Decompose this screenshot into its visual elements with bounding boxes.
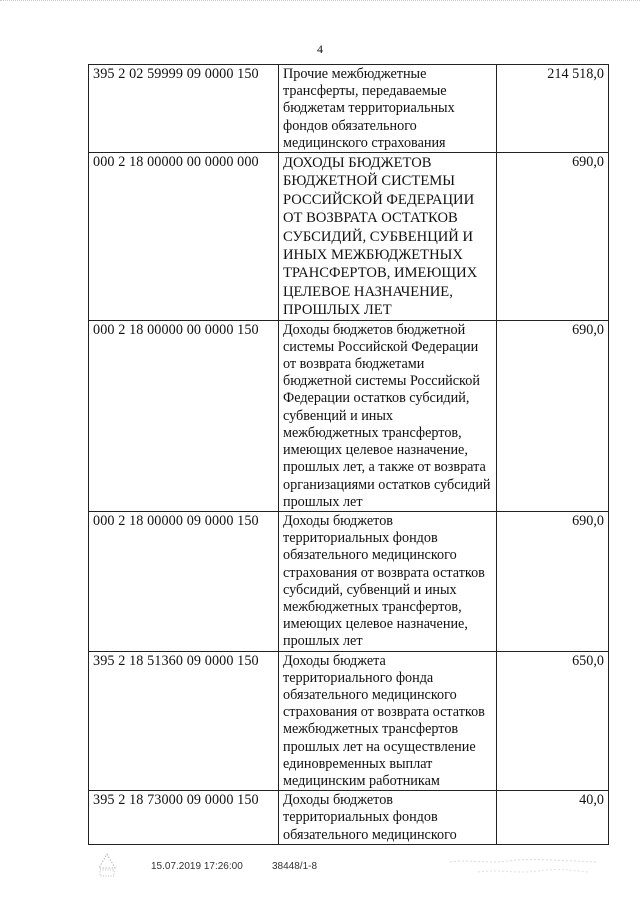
row-name: Доходы бюджетов территориальных фондов обязательного медицинского страхования от возврата остатков субсидий, субвенций и иных межбюджетных трансфертов, имеющих целевое назначение, прошлых лет xyxy=(279,511,497,651)
footer-timestamp: 15.07.2019 17:26:00 xyxy=(151,861,243,872)
row-amount: 214 518,0 xyxy=(497,65,609,153)
document-scan-icon xyxy=(96,852,118,878)
table-row xyxy=(89,511,609,651)
row-code: 395 2 18 73000 09 0000 150 xyxy=(89,791,279,845)
row-amount: 40,0 xyxy=(497,791,609,845)
row-name: ДОХОДЫ БЮДЖЕТОВ БЮДЖЕТНОЙ СИСТЕМЫ РОССИЙСКОЙ ФЕДЕРАЦИИ ОТ ВОЗВРАТА ОСТАТКОВ СУБСИДИЙ, СУБВЕНЦИЙ И ИНЫХ МЕЖБЮДЖЕТНЫХ ТРАНСФЕРТОВ, ИМЕЮЩИХ ЦЕЛЕВОЕ НАЗНАЧЕНИЕ, ПРОШЛЫХ ЛЕТ xyxy=(279,153,497,321)
row-amount: 650,0 xyxy=(497,651,609,791)
table-row xyxy=(89,651,609,791)
table-row xyxy=(89,65,609,153)
row-amount: 690,0 xyxy=(497,320,609,511)
row-name: Доходы бюджетов бюджетной системы Российской Федерации от возврата бюджетами бюджетной системы Российской Федерации остатков субсидий, субвенций и иных межбюджетных трансфертов, имеющих целевое назначение, прошлых лет, а также от возврата организациями остатков субсидий прошлых лет xyxy=(279,320,497,511)
row-amount: 690,0 xyxy=(497,153,609,321)
budget-revenue-table xyxy=(88,64,609,845)
table-row xyxy=(89,791,609,845)
row-code: 000 2 18 00000 09 0000 150 xyxy=(89,511,279,651)
table-row xyxy=(89,153,609,321)
faint-stamp-icon xyxy=(448,856,598,878)
scan-edge-dots xyxy=(0,0,640,7)
footer-doc-id: 38448/1-8 xyxy=(272,861,318,872)
table-row xyxy=(89,320,609,511)
row-code: 000 2 18 00000 00 0000 000 xyxy=(89,153,279,321)
row-name: Доходы бюджетов территориальных фондов обязательного медицинского xyxy=(279,791,497,845)
row-amount: 690,0 xyxy=(497,511,609,651)
row-name: Доходы бюджета территориального фонда обязательного медицинского страхования от возврата остатков межбюджетных трансфертов прошлых лет на осуществление единовременных выплат медицинским работникам xyxy=(279,651,497,791)
page-number: 4 xyxy=(317,42,323,56)
row-code: 395 2 18 51360 09 0000 150 xyxy=(89,651,279,791)
row-name: Прочие межбюджетные трансферты, передаваемые бюджетам территориальных фондов обязательного медицинского страхования xyxy=(279,65,497,153)
row-code: 000 2 18 00000 00 0000 150 xyxy=(89,320,279,511)
row-code: 395 2 02 59999 09 0000 150 xyxy=(89,65,279,153)
